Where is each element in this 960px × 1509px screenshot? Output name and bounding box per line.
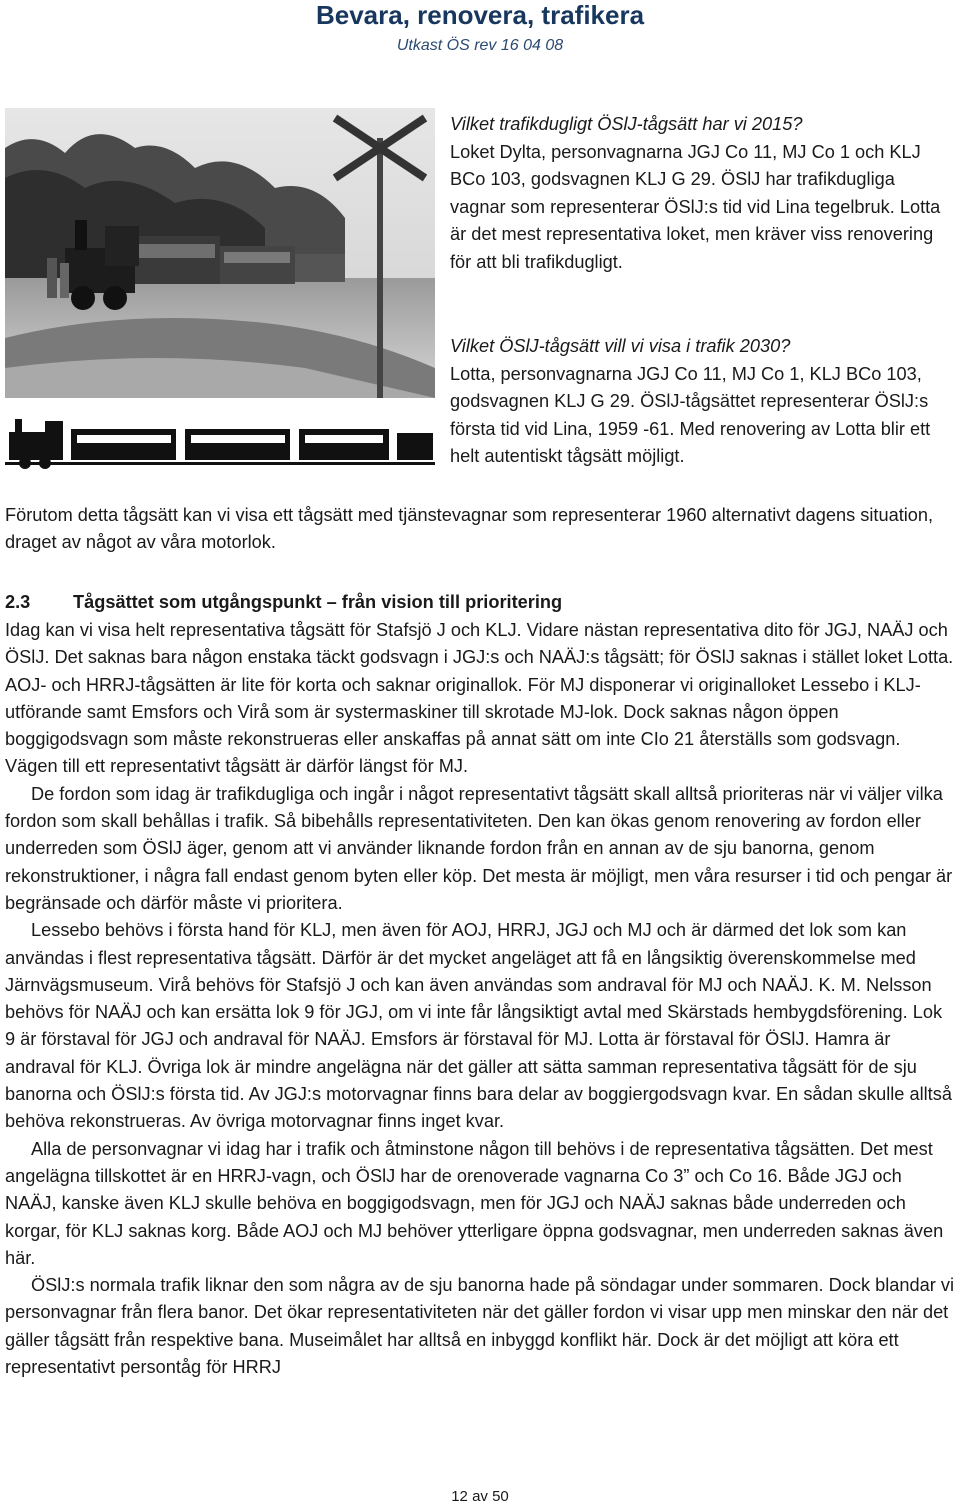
side-block-2030 — [450, 333, 955, 471]
paragraph: ÖSlJ:s normala trafik liknar den som några av de sju banorna hade på söndagar under sommaren. Dock blandar vi personvagnar från flera banor. Det ökar representativiteten när det gäller fordon vi visar upp men minskar den när det gäller tågsätt från respektive bana. Museimålet har alltså en inbyggd konflikt här. Dock är det möjligt att köra ett representativt persontåg för HRRJ — [5, 1275, 955, 1378]
train-photo-illustration — [5, 108, 435, 398]
section-title: Tågsättet som utgångspunkt – från vision till prioritering — [73, 592, 563, 612]
side-block-2015 — [450, 111, 955, 277]
paragraph: Idag kan vi visa helt representativa tågsätt för Stafsjö J och KLJ. Vidare nästan representativa dito för JGJ, NAÄJ och ÖSlJ. Det saknas bara någon enstaka täckt godsvagn i JGJ:s och NAÄJ:s tågsätt; för ÖSlJ saknas i stället loket Lotta. AOJ- och HRRJ-tågsätten är lite för korta och saknar originallok. För MJ disponerar vi originalloket Lessebo i KLJ-utförande samt Emsfors och Virå som är systermaskiner till skrotade MJ-lok. Dock saknas någon öppen boggigodsvagn som måste rekonstrueras eller anskaffas på annat sätt om inte CIo 21 återställs som godsvagn. Vägen till ett representativt tågsätt är därför längst för MJ. — [5, 620, 954, 777]
train-silhouette-illustration — [5, 407, 435, 477]
intro-text: Förutom detta tågsätt kan vi visa ett tågsätt med tjänstevagnar som representerar 1960 alternativt dagens situation, draget av något av våra motorlok. — [5, 505, 934, 553]
paragraph: De fordon som idag är trafikdugliga och ingår i något representativt tågsätt skall alltså prioriteras när vi väljer vilka fordon som skall behållas i trafik. Så bibehålls representativiteten. Den kan ökas genom renovering av fordon eller underreden som ÖSlJ äger, genom att vi använder liknande fordon från en annan av de sju banorna, genom rekonstruktioner, i några fall endast genom byten eller köp. Det mesta är möjligt, men våra resurser i tid och pengar är begränsade och därför måste vi prioritera. — [5, 783, 953, 913]
train-silhouette — [5, 407, 435, 477]
question-2015: Vilket trafikdugligt ÖSlJ-tågsätt har vi 2015? — [450, 114, 803, 134]
page-number: 12 av 50 — [451, 1488, 509, 1505]
question-2030: Vilket ÖSlJ-tågsätt vill vi visa i trafik 2030? — [450, 336, 791, 356]
answer-2015: Loket Dylta, personvagnarna JGJ Co 11, MJ Co 1 och KLJ BCo 103, godsvagnen KLJ G 29. ÖSlJ har trafikdugliga vagnar som representerar ÖSlJ:s tid vid Lina tegelbruk. Lotta är det mest representativa loket, men kräver viss renovering för att bli trafikdugligt. — [450, 141, 941, 272]
body-text — [5, 617, 957, 1381]
paragraph: Alla de personvagnar vi idag har i trafik och åtminstone någon till behövs i de representativa tågsätten. Det mest angelägna tillskottet är en HRRJ-vagn, och ÖSlJ har de orenoverade vagnarna Co 3” och Co 16. Både JGJ och NAÄJ, kanske även KLJ skulle behöva en boggigodsvagn, men för JGJ och NAÄJ saknas både underreden och korgar, för KLJ saknas korg. Både AOJ och MJ behöver ytterligare öppna godsvagnar, men underreden saknas även här. — [5, 1138, 944, 1268]
train-photo — [5, 108, 435, 398]
answer-2030: Lotta, personvagnarna JGJ Co 11, MJ Co 1, KLJ BCo 103, godsvagnen KLJ G 29. ÖSlJ-tågsättet representerar ÖSlJ:s första tid vid Lina, 1959 -61. Med renovering av Lotta blir ett helt autentiskt tågsätt möjligt. — [450, 363, 931, 467]
paragraph: Lessebo behövs i första hand för KLJ, men även för AOJ, HRRJ, JGJ och MJ och är därmed det lok som kan användas i flest representativa tågsätt. Därför är det mycket angeläget att få en långsiktig överenskommelse med Järnvägsmuseum. Virå behövs för Stafsjö J och kan även användas som andraval för MJ och NAÄJ. K. M. Nelsson behövs för NAÄJ och kan ersätta lok 9 för JGJ, om vi inte får långsiktigt avtal med Skärstads hembygdsförening. Lok 9 är förstaval för JGJ och andraval för NAÄJ. Emsfors är förstaval för MJ. Lotta är förstaval för ÖSlJ. Hamra är andraval för KLJ. Övriga lok är mindre angelägna när det gäller att sätta samman representativa tågsätt för de sju banorna och ÖSlJ:s första tid. Av JGJ:s motorvagnar finns bara delar av boggiergodsvagn kvar. En sådan skulle alltså behöva rekonstrueras. Av övriga motorvagnar finns inget kvar. — [5, 920, 952, 1132]
page-subtitle: Utkast ÖS rev 16 04 08 — [396, 37, 564, 54]
page-title: Bevara, renovera, trafikera — [315, 0, 645, 30]
section-heading — [5, 589, 957, 616]
intro-paragraph — [5, 502, 957, 557]
section-number: 2.3 — [5, 592, 31, 612]
